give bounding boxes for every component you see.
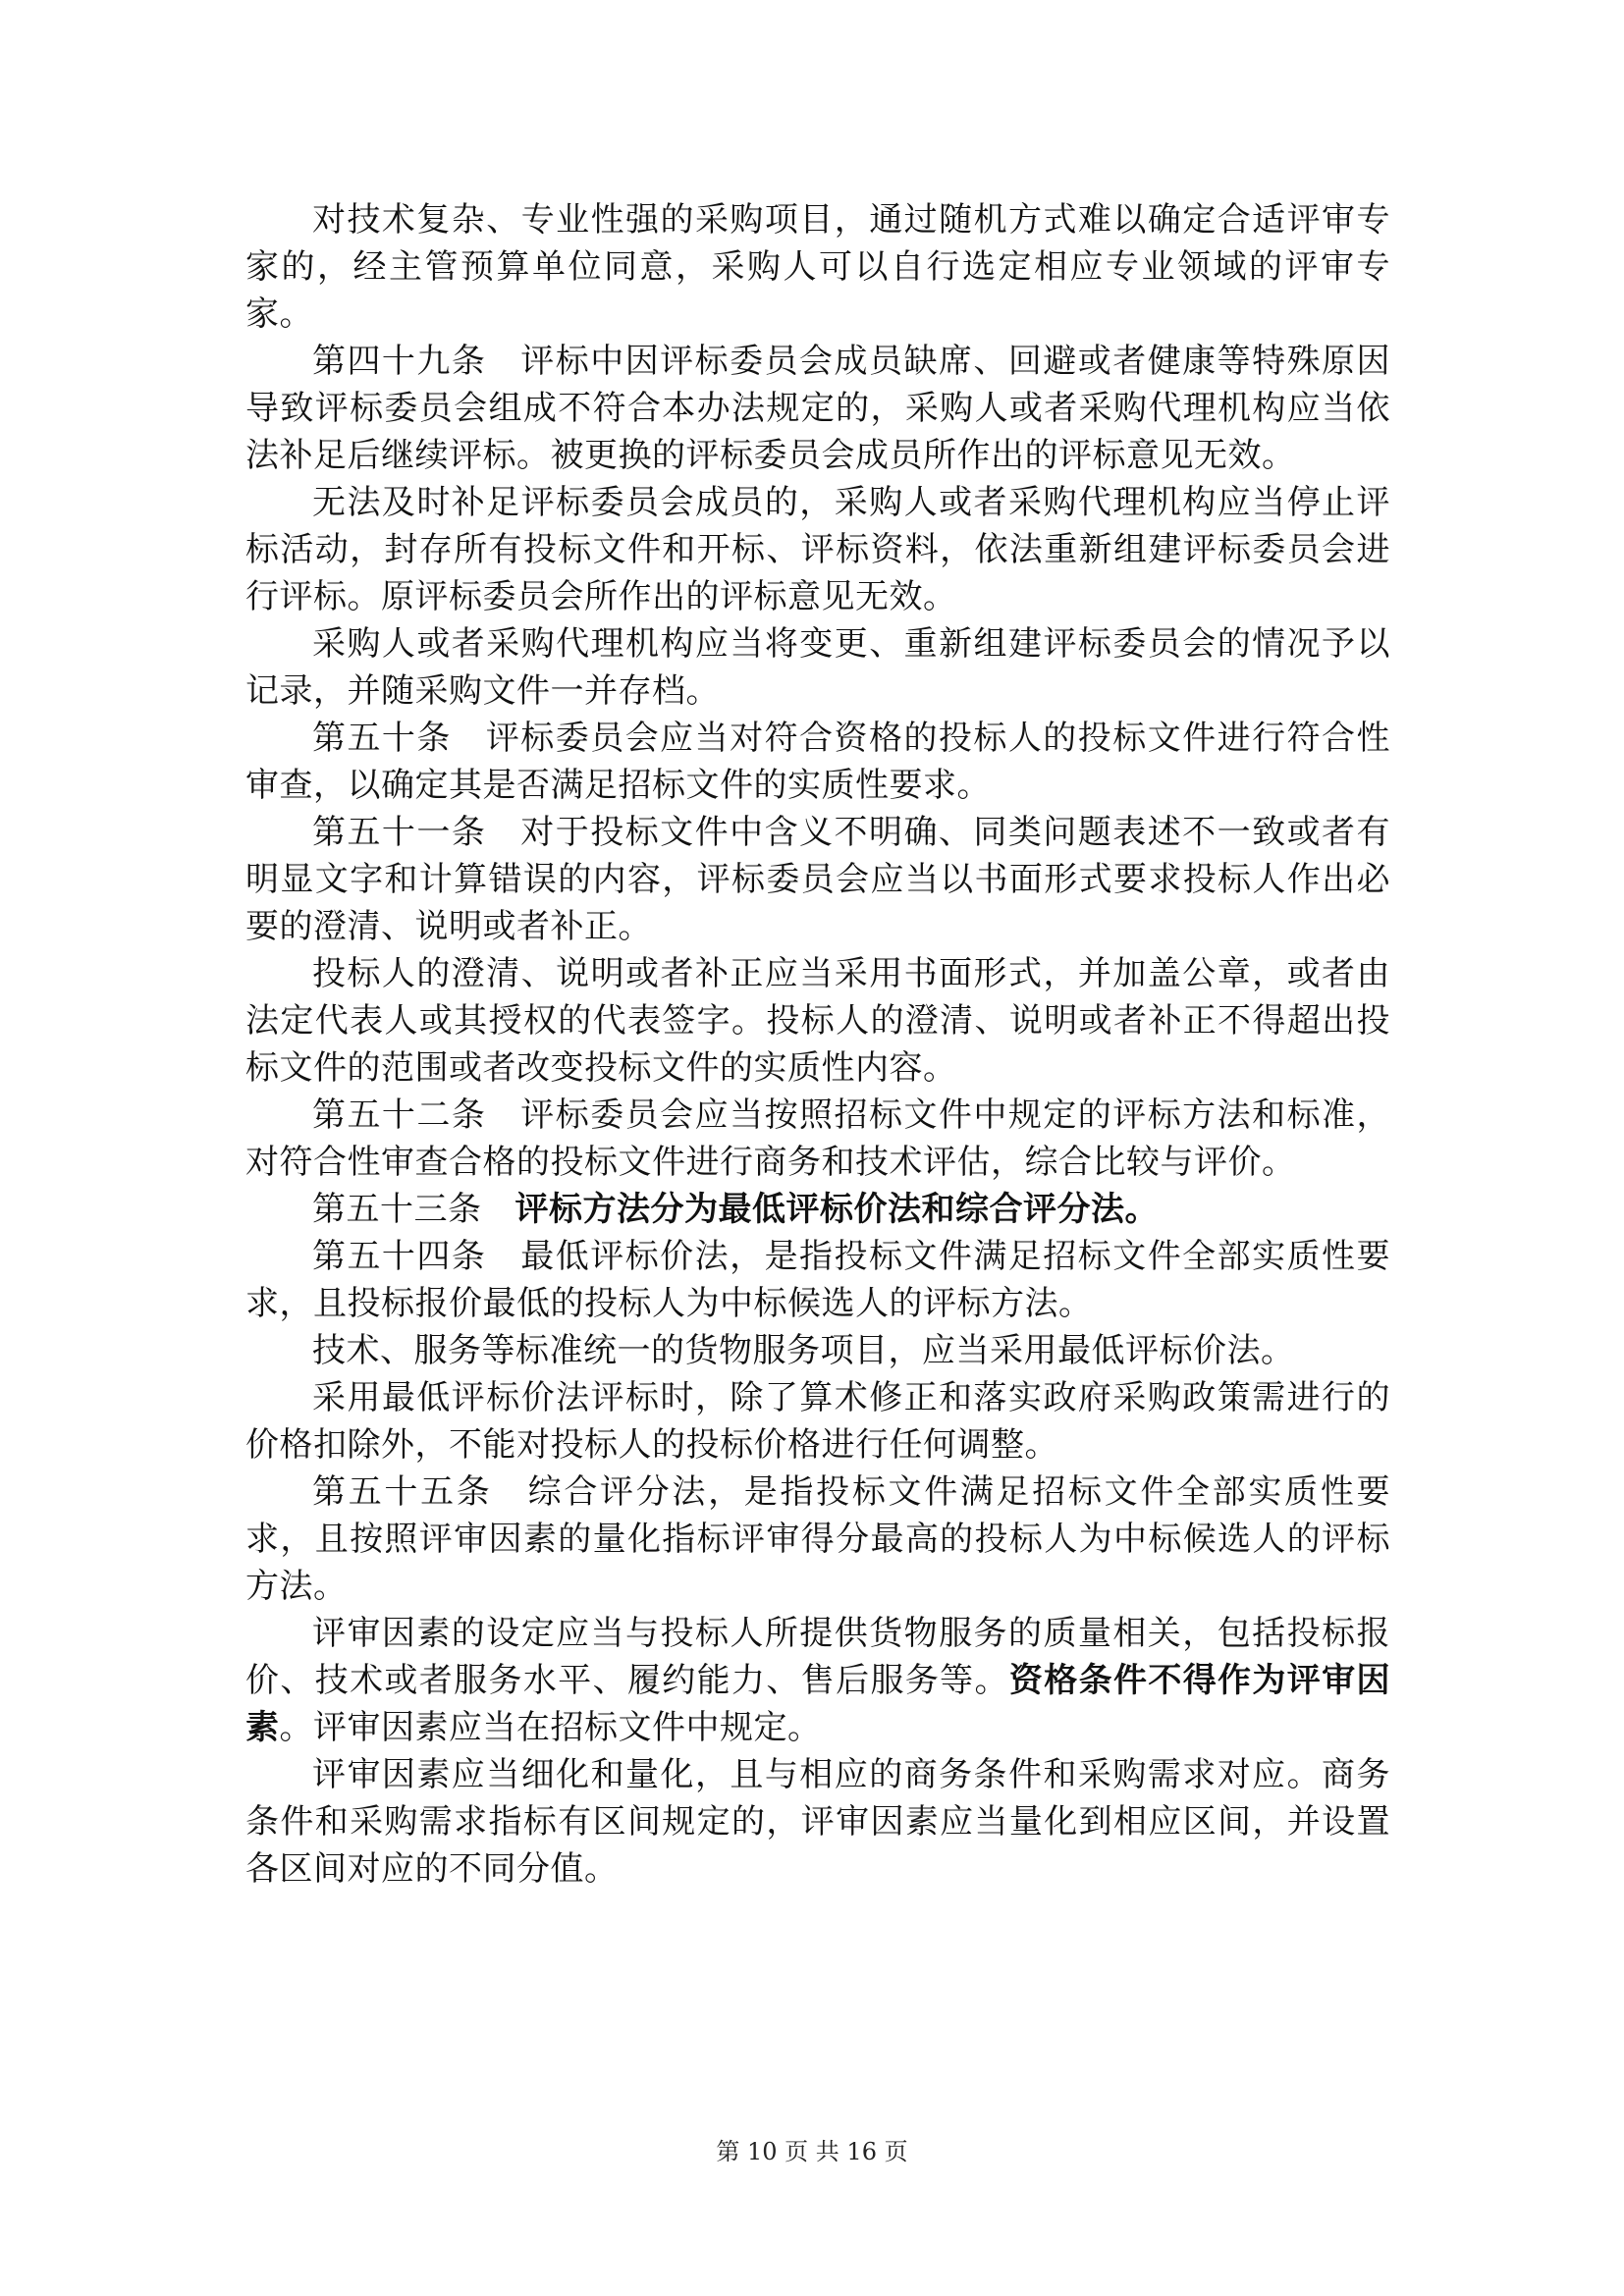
paragraph-text: 评审因素的设定应当与投标人所提供货物服务的质量相关，包括投标报价、技术或者服务水平、履约能力、售后服务等。 xyxy=(245,1614,1390,1700)
article-51 xyxy=(245,809,1390,950)
paragraph xyxy=(245,479,1390,620)
bold-text: 评标方法分为最低评标价法和综合评分法。 xyxy=(514,1190,1159,1229)
article-54 xyxy=(245,1233,1390,1327)
article-49 xyxy=(245,338,1390,479)
bold-text: 资格条件不得作为评审因素 xyxy=(245,1661,1390,1747)
article-55 xyxy=(245,1468,1390,1610)
article-52 xyxy=(245,1092,1390,1186)
paragraph-text: 投标人的澄清、说明或者补正应当采用书面形式，并加盖公章，或者由法定代表人或其授权的代表签字。投标人的澄清、说明或者补正不得超出投标文件的范围或者改变投标文件的实质性内容。 xyxy=(245,954,1390,1088)
paragraph xyxy=(245,1327,1390,1374)
article-heading: 第五十二条 xyxy=(312,1095,487,1135)
paragraph-text: 评标委员会应当对符合资格的投标人的投标文件进行符合性审查，以确定其是否满足招标文件的实质性要求。 xyxy=(245,719,1391,805)
paragraph-text-after: 。评审因素应当在招标文件中规定。 xyxy=(279,1708,822,1747)
paragraph-text: 技术、服务等标准统一的货物服务项目，应当采用最低评标价法。 xyxy=(312,1331,1295,1370)
paragraph-text: 评标委员会应当按照招标文件中规定的评标方法和标准，对符合性审查合格的投标文件进行商务和技术评估，综合比较与评价。 xyxy=(245,1095,1391,1182)
article-heading: 第五十五条 xyxy=(312,1472,493,1512)
paragraph-text: 采购人或者采购代理机构应当将变更、重新组建评标委员会的情况予以记录，并随采购文件一并存档。 xyxy=(245,624,1390,711)
paragraph-text: 评标中因评标委员会成员缺席、回避或者健康等特殊原因导致评标委员会组成不符合本办法规定的，采购人或者采购代理机构应当依法补足后继续评标。被更换的评标委员会成员所作出的评标意见无效。 xyxy=(245,342,1391,475)
paragraph-text: 无法及时补足评标委员会成员的，采购人或者采购代理机构应当停止评标活动，封存所有投标文件和开标、评标资料，依法重新组建评标委员会进行评标。原评标委员会所作出的评标意见无效。 xyxy=(245,483,1390,616)
paragraph-text: 综合评分法，是指投标文件满足招标文件全部实质性要求，且按照评审因素的量化指标评审得分最高的投标人为中标候选人的评标方法。 xyxy=(245,1472,1391,1606)
article-heading: 第五十三条 xyxy=(312,1190,482,1229)
article-heading: 第五十条 xyxy=(312,719,452,758)
article-heading: 第五十四条 xyxy=(312,1237,487,1276)
paragraph-text: 评审因素应当细化和量化，且与相应的商务条件和采购需求对应。商务条件和采购需求指标有区间规定的，评审因素应当量化到相应区间，并设置各区间对应的不同分值。 xyxy=(245,1755,1390,1889)
paragraph xyxy=(245,620,1390,715)
article-50 xyxy=(245,715,1390,809)
paragraph-text: 对技术复杂、专业性强的采购项目，通过随机方式难以确定合适评审专家的，经主管预算单位同意，采购人可以自行选定相应专业领域的评审专家。 xyxy=(245,200,1390,334)
document-body xyxy=(245,196,1390,1893)
page-number-footer: 第 10 页 共 16 页 xyxy=(716,2138,908,2165)
paragraph xyxy=(245,1610,1390,1751)
paragraph xyxy=(245,196,1390,338)
paragraph xyxy=(245,1751,1390,1893)
paragraph-text: 最低评标价法，是指投标文件满足招标文件全部实质性要求，且投标报价最低的投标人为中标候选人的评标方法。 xyxy=(245,1237,1391,1323)
article-53 xyxy=(245,1186,1390,1233)
paragraph xyxy=(245,1374,1390,1468)
article-heading: 第五十一条 xyxy=(312,813,487,852)
paragraph-text: 采用最低评标价法评标时，除了算术修正和落实政府采购政策需进行的价格扣除外，不能对投标人的投标价格进行任何调整。 xyxy=(245,1378,1390,1465)
paragraph xyxy=(245,950,1390,1092)
article-heading: 第四十九条 xyxy=(312,342,487,381)
paragraph-text: 对于投标文件中含义不明确、同类问题表述不一致或者有明显文字和计算错误的内容，评标委员会应当以书面形式要求投标人作出必要的澄清、说明或者补正。 xyxy=(245,813,1391,946)
